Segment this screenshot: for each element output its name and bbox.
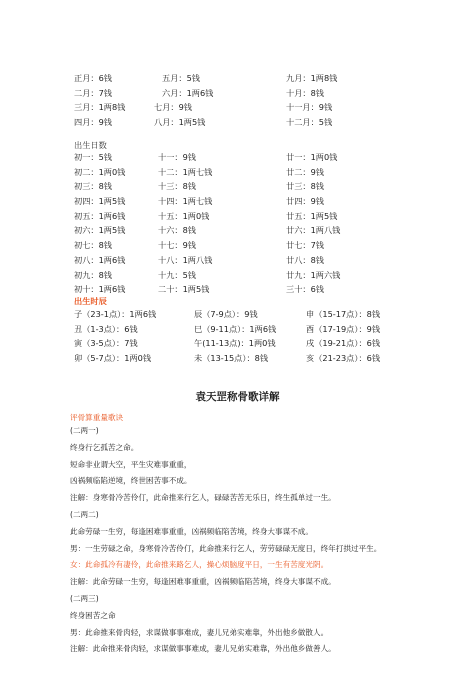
month-cell: 十一月：9钱 bbox=[286, 102, 333, 113]
poem-line: 终身行乞孤苦之命。 bbox=[70, 442, 139, 452]
day-cell: 十四：1两七钱 bbox=[158, 196, 213, 207]
poem-line: 此命劳碌一生穷，每逢困难事重重，凶祸频临陷苦境，终身大事谋不成。 bbox=[70, 526, 313, 536]
month-cell: 三月：1两8钱 bbox=[74, 102, 126, 113]
poem-line: 终身困苦之命 bbox=[70, 610, 116, 620]
month-cell: 五月：5钱 bbox=[162, 73, 200, 83]
poem-line-highlight: 女：此命孤冷有凄伶，此命推来路乞人，操心烦脑度平日，一生有苦度光阴。 bbox=[70, 560, 329, 570]
day-cell: 十一：9钱 bbox=[158, 152, 196, 162]
hour-cell: 辰（7-9点）：9钱 bbox=[194, 309, 258, 319]
birth-day-heading: 出生日数 bbox=[74, 140, 107, 150]
day-cell: 初三：8钱 bbox=[74, 181, 112, 192]
month-cell: 六月：1两6钱 bbox=[162, 87, 214, 98]
poem-line: 注解：此命劳碌一生穷，每逢困难事重重，凶祸频临陷苦境，终身大事谋不成。 bbox=[70, 577, 336, 587]
day-cell: 初四：1两5钱 bbox=[74, 196, 126, 207]
poem-line: 男：此命推来骨肉轻，求谋做事事难成，妻儿兄弟实难靠，外出他乡做散人。 bbox=[70, 627, 329, 637]
poem-line: 注解：此命推来骨肉轻，求谋做事事难成，妻儿兄弟实难靠，外出他乡做善人。 bbox=[70, 644, 336, 654]
day-cell: 十三：8钱 bbox=[158, 181, 196, 192]
month-cell: 九月：1两8钱 bbox=[286, 73, 338, 83]
poem-line: 男：一生劳碌之命，身寒骨冷苦伶仃，此命推来行乞人，劳劳碌碌无度日，终年打拱过平生。 bbox=[70, 543, 382, 553]
poem-line: (二两一) bbox=[70, 426, 99, 435]
hour-cell: 亥（21-23点）：6钱 bbox=[306, 353, 381, 364]
day-cell: 二十：1两5钱 bbox=[158, 284, 210, 295]
month-cell: 二月：7钱 bbox=[74, 87, 112, 98]
hour-cell: 午(11-13点)：1两0钱 bbox=[194, 338, 276, 349]
day-cell: 三十：6钱 bbox=[286, 284, 324, 295]
day-cell: 十九：5钱 bbox=[158, 269, 196, 280]
hour-cell: 丑（1-3点）：6钱 bbox=[74, 323, 138, 334]
day-cell: 初七：8钱 bbox=[74, 240, 112, 251]
month-cell: 十二月：5钱 bbox=[286, 117, 333, 128]
month-cell: 八月：1两5钱 bbox=[154, 117, 206, 128]
day-cell: 初九：8钱 bbox=[74, 269, 112, 280]
day-cell: 初六：1两5钱 bbox=[74, 225, 126, 236]
day-cell: 初十：1两6钱 bbox=[74, 284, 126, 295]
hour-cell: 未（13-15点）：8钱 bbox=[194, 353, 269, 364]
day-cell: 十六：8钱 bbox=[158, 225, 196, 236]
month-cell: 七月：9钱 bbox=[154, 102, 192, 113]
month-cell: 十月：8钱 bbox=[286, 87, 324, 98]
hour-cell: 戌（19-21点）：6钱 bbox=[306, 338, 381, 349]
day-cell: 十八：1两八钱 bbox=[158, 254, 213, 265]
day-cell: 初二：1两0钱 bbox=[74, 166, 126, 177]
day-cell: 十七：9钱 bbox=[158, 240, 196, 251]
hour-cell: 子（23-1点）：1两6钱 bbox=[74, 309, 157, 319]
day-cell: 廿三：8钱 bbox=[286, 181, 324, 192]
day-cell: 初五：1两6钱 bbox=[74, 210, 126, 221]
day-cell: 廿六：1两八钱 bbox=[286, 225, 341, 236]
day-cell: 十二：1两七钱 bbox=[158, 166, 213, 177]
hour-cell: 寅（3-5点）：7钱 bbox=[74, 338, 138, 349]
hour-cell: 卯（5-7点）：1两0钱 bbox=[74, 353, 152, 364]
day-cell: 十五：1两0钱 bbox=[158, 210, 210, 221]
day-cell: 廿七：7钱 bbox=[286, 240, 324, 251]
month-cell: 正月：6钱 bbox=[74, 73, 112, 83]
poem-heading: 评骨算重量歌诀 bbox=[70, 413, 124, 422]
poem-line: (二两三) bbox=[70, 593, 99, 603]
poem-line: (二两二) bbox=[70, 509, 99, 519]
day-cell: 廿一：1两0钱 bbox=[286, 152, 338, 162]
month-cell: 四月：9钱 bbox=[74, 117, 112, 128]
poem-body bbox=[70, 423, 381, 658]
birth-hour-heading: 出生时辰 bbox=[74, 296, 107, 306]
day-cell: 廿五：1两5钱 bbox=[286, 210, 338, 221]
page-title: 袁天罡称骨歌详解 bbox=[195, 391, 280, 403]
day-cell: 初八：1两6钱 bbox=[74, 254, 126, 265]
day-cell: 初一：5钱 bbox=[74, 152, 112, 162]
hour-cell: 酉（17-19点）：9钱 bbox=[306, 323, 381, 334]
day-cell: 廿八：8钱 bbox=[286, 254, 324, 265]
poem-line: 短命非业谓大空，平生灾难事重重， bbox=[70, 459, 192, 469]
poem-line: 凶祸频临陷逆境，终世困苦事不成。 bbox=[70, 476, 192, 486]
day-cell: 廿九：1两六钱 bbox=[286, 269, 341, 280]
hour-cell: 申（15-17点）：8钱 bbox=[306, 309, 381, 319]
day-cell: 廿二：9钱 bbox=[286, 166, 324, 177]
poem-line: 注解：身寒骨冷苦伶仃，此命推来行乞人，碌碌苦苦无乐日，终生孤单过一生。 bbox=[70, 493, 336, 503]
hour-cell: 巳（9-11点）：1两6钱 bbox=[194, 323, 277, 334]
day-cell: 廿四：9钱 bbox=[286, 196, 324, 207]
